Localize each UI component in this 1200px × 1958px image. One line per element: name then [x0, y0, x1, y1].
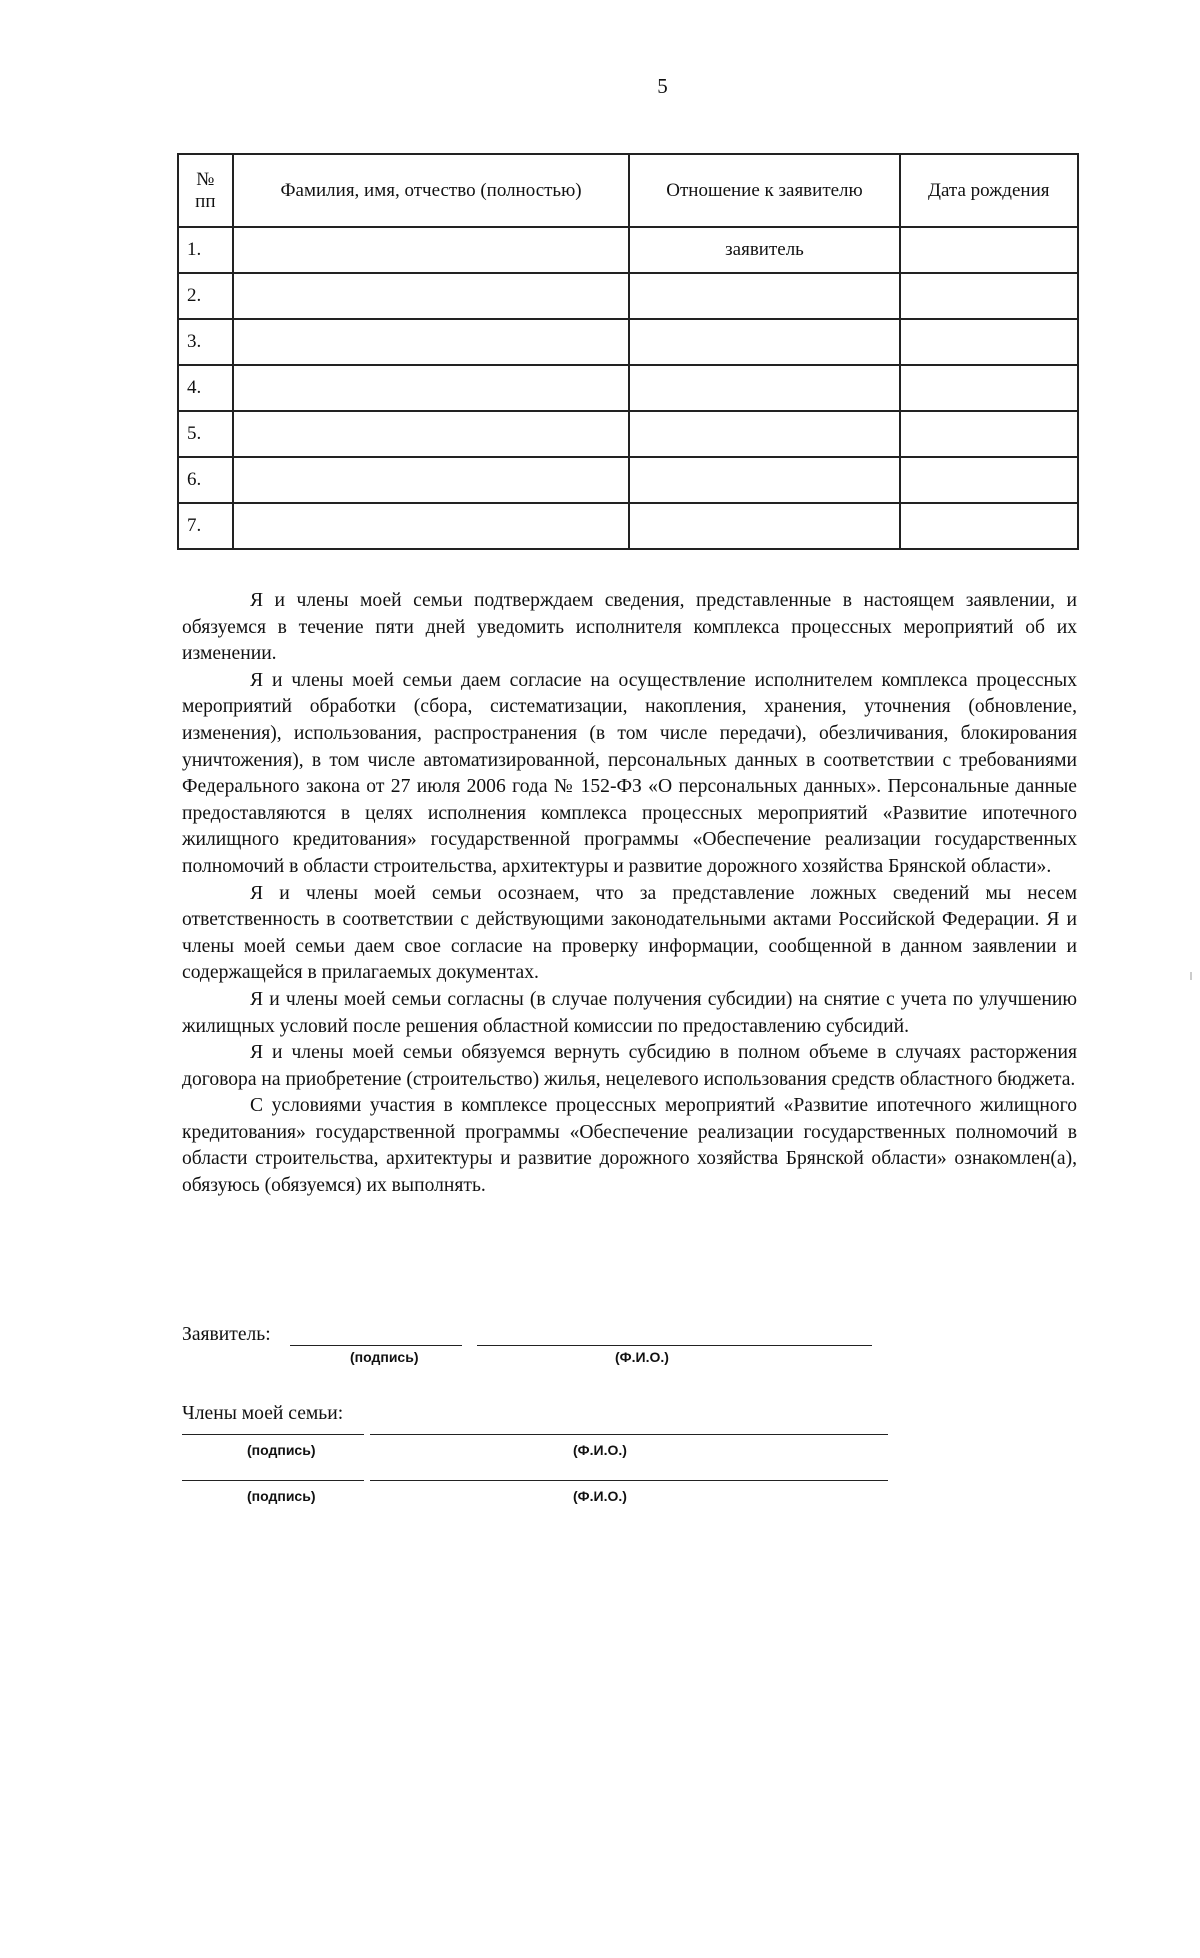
row-num: 4. [178, 365, 233, 411]
family-signature-line[interactable] [182, 1480, 364, 1481]
table-row [178, 503, 1078, 549]
row-relation-cell[interactable] [629, 457, 899, 503]
row-relation-cell[interactable] [629, 319, 899, 365]
row-birth-date-cell[interactable] [900, 503, 1078, 549]
applicant-fio-line[interactable] [477, 1345, 872, 1346]
family-members-label-block [182, 1403, 902, 1433]
family-signature-caption: (подпись) [247, 1442, 316, 1458]
paragraph-deregistration: Я и члены моей семьи согласны (в случае получения субсидии) на снятие с учета по улучшению жилищных условий после решения областной комиссии по предоставлению субсидий. [182, 988, 1077, 1037]
scan-artifact [1190, 972, 1192, 980]
row-relation-cell[interactable] [629, 503, 899, 549]
family-fio-line[interactable] [370, 1434, 888, 1435]
row-birth-date-cell[interactable] [900, 457, 1078, 503]
row-birth-date-cell[interactable] [900, 227, 1078, 273]
row-num: 3. [178, 319, 233, 365]
row-name-cell[interactable] [233, 365, 630, 411]
row-num: 2. [178, 273, 233, 319]
paragraph-acknowledgement: С условиями участия в комплексе процессных мероприятий «Развитие ипотечного жилищного кредитования» государственной программы «Обеспечение реализации государственных полномочий в области строительства, архитектуры и развитие дорожного хозяйства Брянской области» ознакомлен(а), обязуюсь (обязуемся) их выполнять. [182, 1095, 1077, 1197]
family-members-label: Члены моей семьи: [182, 1403, 344, 1424]
applicant-signature-block [182, 1324, 902, 1384]
row-name-cell[interactable] [233, 503, 630, 549]
paragraph-personal-data-consent: Я и члены моей семьи даем согласие на осуществление исполнителем комплекса процессных мероприятий обработки (сбора, систематизации, накопления, хранения, уточнения (обновление, изменения), использования, распространения (в том числе передачи), обезличивания, блокирования уничтожения), в том числе автоматизированной, персональных данных в соответствии с требованиями Федерального закона от 27 июля 2006 года № 152-ФЗ «О персональных данных». Персональные данные предоставляются в целях исполнения комплекса процессных мероприятий «Развитие ипотечного жилищного кредитования» государственной программы «Обеспечение реализации государственных полномочий в области строительства, архитектуры и развитие дорожного хозяйства Брянской области». [182, 669, 1077, 877]
row-birth-date-cell[interactable] [900, 273, 1078, 319]
family-signature-caption: (подпись) [247, 1488, 316, 1504]
row-birth-date-cell[interactable] [900, 319, 1078, 365]
family-signature-line[interactable] [182, 1434, 364, 1435]
row-birth-date-cell[interactable] [900, 411, 1078, 457]
family-fio-caption: (Ф.И.О.) [573, 1442, 627, 1458]
row-relation-cell[interactable] [629, 273, 899, 319]
applicant-fio-caption: (Ф.И.О.) [615, 1349, 669, 1365]
table-row [178, 227, 1078, 273]
row-num: 5. [178, 411, 233, 457]
row-name-cell[interactable] [233, 227, 630, 273]
header-num: № пп [178, 154, 233, 227]
row-relation-cell[interactable] [629, 411, 899, 457]
family-members-table [177, 153, 1079, 550]
paragraph-liability: Я и члены моей семьи осознаем, что за представление ложных сведений мы несем ответственность в соответствии с действующими законодательными актами Российской Федерации. Я и члены моей семьи даем свое согласие на проверку информации, сообщенной в данном заявлении и содержащейся в прилагаемых документах. [182, 882, 1077, 984]
table-row [178, 457, 1078, 503]
header-relation: Отношение к заявителю [629, 154, 899, 227]
row-birth-date-cell[interactable] [900, 365, 1078, 411]
row-num: 6. [178, 457, 233, 503]
family-signature-row [182, 1480, 902, 1520]
row-name-cell[interactable] [233, 273, 630, 319]
applicant-signature-caption: (подпись) [350, 1349, 419, 1365]
table-row [178, 411, 1078, 457]
table-row [178, 319, 1078, 365]
row-num: 7. [178, 503, 233, 549]
row-name-cell[interactable] [233, 411, 630, 457]
applicant-signature-line[interactable] [290, 1345, 462, 1346]
row-num: 1. [178, 227, 233, 273]
header-birth-date: Дата рождения [900, 154, 1078, 227]
applicant-label: Заявитель: [182, 1324, 271, 1345]
row-name-cell[interactable] [233, 457, 630, 503]
paragraph-subsidy-return: Я и члены моей семьи обязуемся вернуть субсидию в полном объеме в случаях расторжения договора на приобретение (строительство) жилья, нецелевого использования средств областного бюджета. [182, 1042, 1077, 1090]
family-fio-line[interactable] [370, 1480, 888, 1481]
row-relation-cell[interactable] [629, 365, 899, 411]
header-name: Фамилия, имя, отчество (полностью) [233, 154, 630, 227]
row-name-cell[interactable] [233, 319, 630, 365]
family-fio-caption: (Ф.И.О.) [573, 1488, 627, 1504]
paragraph-confirmation: Я и члены моей семьи подтверждаем сведения, представленные в настоящем заявлении, и обязуемся в течение пяти дней уведомить исполнителя комплекса процессных мероприятий об их изменении. [182, 590, 1077, 665]
table-header-row [178, 154, 1078, 227]
row-relation-cell[interactable]: заявитель [629, 227, 899, 273]
family-signature-row [182, 1434, 902, 1474]
table-row [178, 273, 1078, 319]
consent-text [182, 588, 1077, 1200]
table-row [178, 365, 1078, 411]
page-number: 5 [657, 74, 668, 98]
